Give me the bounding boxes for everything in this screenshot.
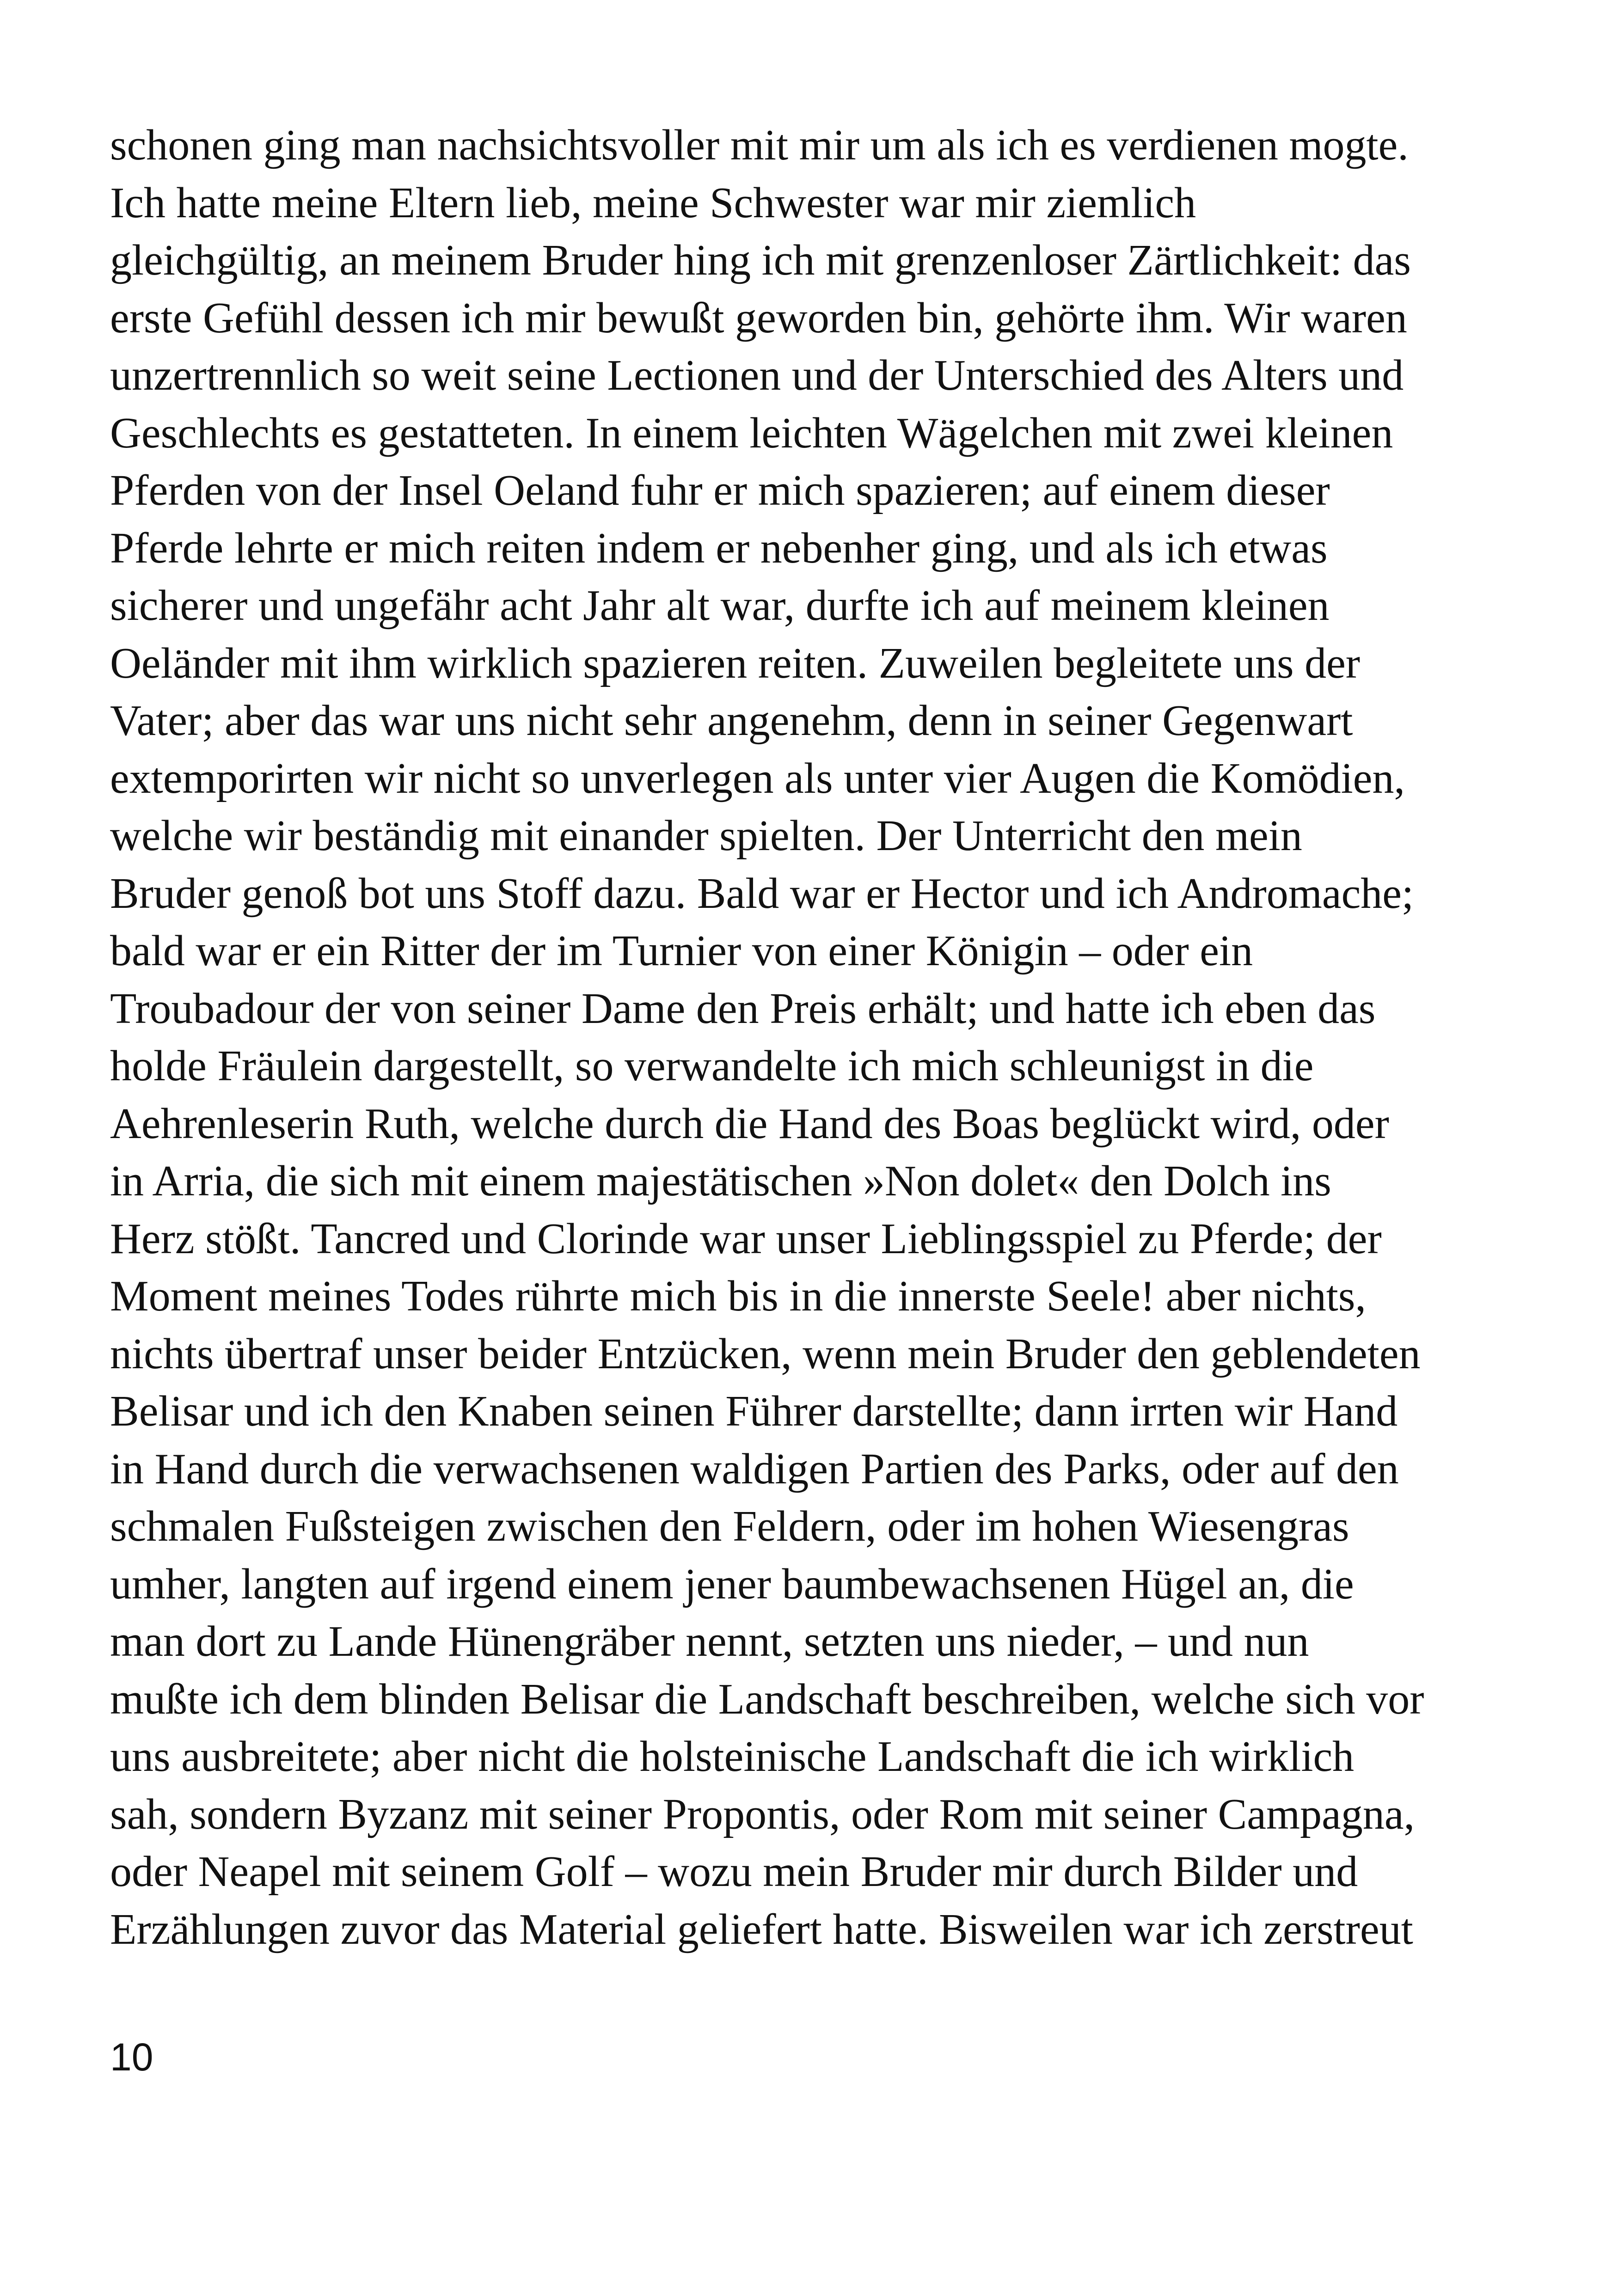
text-line: Moment meines Todes rührte mich bis in die innerste Seele! aber nichts, — [110, 1272, 1367, 1320]
text-line: Herz stößt. Tancred und Clorinde war unser Lieblingsspiel zu Pferde; der — [110, 1214, 1382, 1263]
text-line: mußte ich dem blinden Belisar die Landschaft beschreiben, welche sich vor — [110, 1675, 1424, 1723]
body-text — [110, 116, 1534, 1958]
text-line: Oeländer mit ihm wirklich spazieren reiten. Zuweilen begleitete uns der — [110, 639, 1361, 687]
text-line: Pferde lehrte er mich reiten indem er nebenher ging, und als ich etwas — [110, 524, 1328, 572]
text-line: Troubadour der von seiner Dame den Preis erhält; und hatte ich eben das — [110, 984, 1376, 1033]
text-line: welche wir beständig mit einander spielten. Der Unterricht den mein — [110, 812, 1302, 860]
text-line: gleichgültig, an meinem Bruder hing ich mit grenzenloser Zärtlichkeit: das — [110, 236, 1411, 284]
text-line: sicherer und ungefähr acht Jahr alt war, durfte ich auf meinem kleinen — [110, 582, 1330, 630]
text-line: unzertrennlich so weit seine Lectionen und der Unterschied des Alters und — [110, 351, 1404, 399]
text-line: oder Neapel mit seinem Golf – wozu mein Bruder mir durch Bilder und — [110, 1848, 1358, 1896]
page-number: 10 — [110, 2035, 153, 2079]
text-line: man dort zu Lande Hünengräber nennt, setzten uns nieder, – und nun — [110, 1617, 1309, 1665]
text-line: holde Fräulein dargestellt, so verwandelte ich mich schleunigst in die — [110, 1042, 1314, 1090]
text-line: in Hand durch die verwachsenen waldigen Partien des Parks, oder auf den — [110, 1445, 1399, 1493]
text-line: Pferden von der Insel Oeland fuhr er mich spazieren; auf einem dieser — [110, 466, 1330, 514]
text-line: sah, sondern Byzanz mit seiner Propontis, oder Rom mit seiner Campagna, — [110, 1790, 1415, 1838]
text-line: Bruder genoß bot uns Stoff dazu. Bald war er Hector und ich Andromache; — [110, 869, 1414, 918]
text-line: Aehrenleserin Ruth, welche durch die Hand des Boas beglückt wird, oder — [110, 1099, 1389, 1148]
text-line: Erzählungen zuvor das Material geliefert hatte. Bisweilen war ich zerstreut — [110, 1905, 1413, 1953]
text-line: schonen ging man nachsichtsvoller mit mir um als ich es verdienen mogte. — [110, 121, 1409, 169]
text-line: schmalen Fußsteigen zwischen den Feldern, oder im hohen Wiesengras — [110, 1502, 1349, 1550]
text-line: Geschlechts es gestatteten. In einem leichten Wägelchen mit zwei kleinen — [110, 409, 1393, 457]
text-line: bald war er ein Ritter der im Turnier von einer Königin – oder ein — [110, 927, 1253, 975]
text-line: erste Gefühl dessen ich mir bewußt geworden bin, gehörte ihm. Wir waren — [110, 294, 1407, 342]
text-line: extemporirten wir nicht so unverlegen als unter vier Augen die Komödien, — [110, 754, 1405, 802]
text-line: uns ausbreitete; aber nicht die holsteinische Landschaft die ich wirklich — [110, 1733, 1354, 1781]
text-line: Belisar und ich den Knaben seinen Führer darstellte; dann irrten wir Hand — [110, 1387, 1398, 1435]
text-line: umher, langten auf irgend einem jener baumbewachsenen Hügel an, die — [110, 1560, 1354, 1608]
text-line: Vater; aber das war uns nicht sehr angenehm, denn in seiner Gegenwart — [110, 697, 1353, 745]
text-line: nichts übertraf unser beider Entzücken, wenn mein Bruder den geblendeten — [110, 1329, 1421, 1378]
text-line: in Arria, die sich mit einem majestätischen »Non dolet« den Dolch ins — [110, 1157, 1331, 1205]
text-line: Ich hatte meine Eltern lieb, meine Schwester war mir ziemlich — [110, 178, 1196, 227]
